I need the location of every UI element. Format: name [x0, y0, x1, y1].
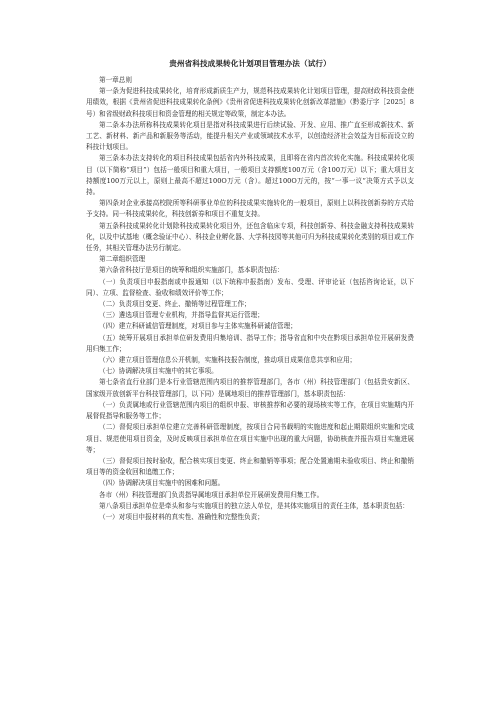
body-paragraph: 第七条省直行业部门是本行业管辖范围内项目的推荐管理部门，各市（州）科技管理部门（包括贵安新区、国家级开放创新平台科技管理部门，以下同）是属地项目的推荐管理部门，基本职责包括： — [86, 378, 414, 398]
body-paragraph: 第八条项目承担单位是牵头和参与实施项目的独立法人单位，是其体实施项目的责任主体，基本职责包括： — [99, 501, 409, 510]
body-paragraph: 第四条对企业承接高校院所等科研事业单位的科技成果实施转化的一般项目，原则上以科技创新券的方式给予支持。同一科技成果转化，科技创新券和项目不重复支持。 — [86, 199, 414, 219]
chapter-heading: 第二章组织管理 — [99, 255, 146, 264]
body-paragraph: （七）协调解决项目实施中的其它事项。 — [99, 367, 218, 376]
chapter-heading: 第一章总则 — [99, 76, 132, 84]
body-paragraph: （二）负责项目变更、终止、撤销等过程管理工作； — [99, 300, 251, 309]
body-paragraph: （二）督促项目承担单位建立完善科研管理制度，按项目合同书载明的实施进度和起止期限组织实施和完成项目、规范使用项目资金，及时反映项目承担单位在项目实施中出现的重大问题，协助核查并报告项目实施进展等； — [86, 423, 414, 454]
body-paragraph: 第三条本办法支持转化的项目科技成果包括省内外科技成果，且即将在省内首次转化实施。科技成果转化项目（以下简称“项目”）包括一般项目和重大项目，一般项目支持额度100万元（含100万元）以下；重大项目支持额度100万元以上，原则上最高不超过100O万元（含）。超过100O万元的，按“一事一议”决策方式予以支持。 — [86, 154, 414, 197]
body-paragraph: 各市（州）科技管理部门负责指导属地项目承担单位开展研发费用归集工作。 — [99, 490, 324, 499]
body-paragraph: （一）对项目申报材料的真实性、准确性和完整性负责； — [99, 512, 264, 521]
body-paragraph: （三）督促项目按时验收，配合核实项目变更、终止和撤销等事项；配合处置逾期未验收项目、终止和撤销项目等的资金收回和追缴工作； — [86, 456, 414, 477]
body-paragraph: （一）负责属地或行业管辖范围内项目的组织申报、审核推荐和必要的现场核实等工作，在项目实施期内开展督促指导和服务等工作； — [86, 400, 414, 421]
body-paragraph: 第一条为促进科技成果转化，培育形成新质生产力，规范科技成果转化计划项目管理，提高财政科技资金使用绩效，根据《贵州省促进科技成果转化条例》《贵州省促进科技成果转化创新改革措施》（黔委厅字［2025］8号）和省级财政科技项目和资金管理的相关规定等政策，制定本办法。 — [86, 87, 414, 118]
body-paragraph: （五）统筹开展项目承担单位研发费用归集培训、指导工作；指导省直和中央在黔项目承担单位开展研发费用归集工作； — [86, 333, 414, 353]
body-paragraph: （四）协调解决项目实施中的困难和问题。 — [99, 479, 225, 488]
body-paragraph: 第二条本办法所称科技成果转化项目是指对科技成果进行后续试验、开发、应用、推广直至形成新技术、新工艺、新材料、新产品和新服务等活动，能提升相关产业或领域技术水平，以创造经济社会效益为目标而设立的科技计划项目。 — [86, 120, 414, 152]
document-body — [86, 75, 414, 523]
body-paragraph: 第六条省科技厅是项目的统筹和组织实施部门，基本职责包括： — [99, 266, 284, 275]
body-paragraph: （三）遴选项目管理专业机构，并指导监督其运行管理； — [99, 311, 264, 320]
body-paragraph: （一）负责项目申报指南或申报通知（以下统称申报指南）发布、受理、评审论证（包括咨询论证，以下同）、立项、监督检查、验收和绩效评价等工作； — [86, 277, 414, 297]
body-paragraph: 第五条科技成果转化计划除科技成果转化项目外，还包含临床专项，科技创新券、科技金融支持科技成果转化，以及中试基地（概念验证中心）、科技企业孵化器、大学科技园等其他可归为科技成果转化类别的项目或工作任务，其相关管理办法另行制定。 — [86, 221, 414, 253]
body-paragraph: （四）建立科研诚信管理制度，对项目参与主体实施科研诚信管理； — [99, 322, 297, 331]
document-title: 贵州省科技成果转化计划项目管理办法（试行） — [169, 59, 331, 68]
body-paragraph: （六）建立项目管理信息公开机制，实施科技报告制度，推动项目成果信息共享和应用； — [99, 356, 357, 365]
